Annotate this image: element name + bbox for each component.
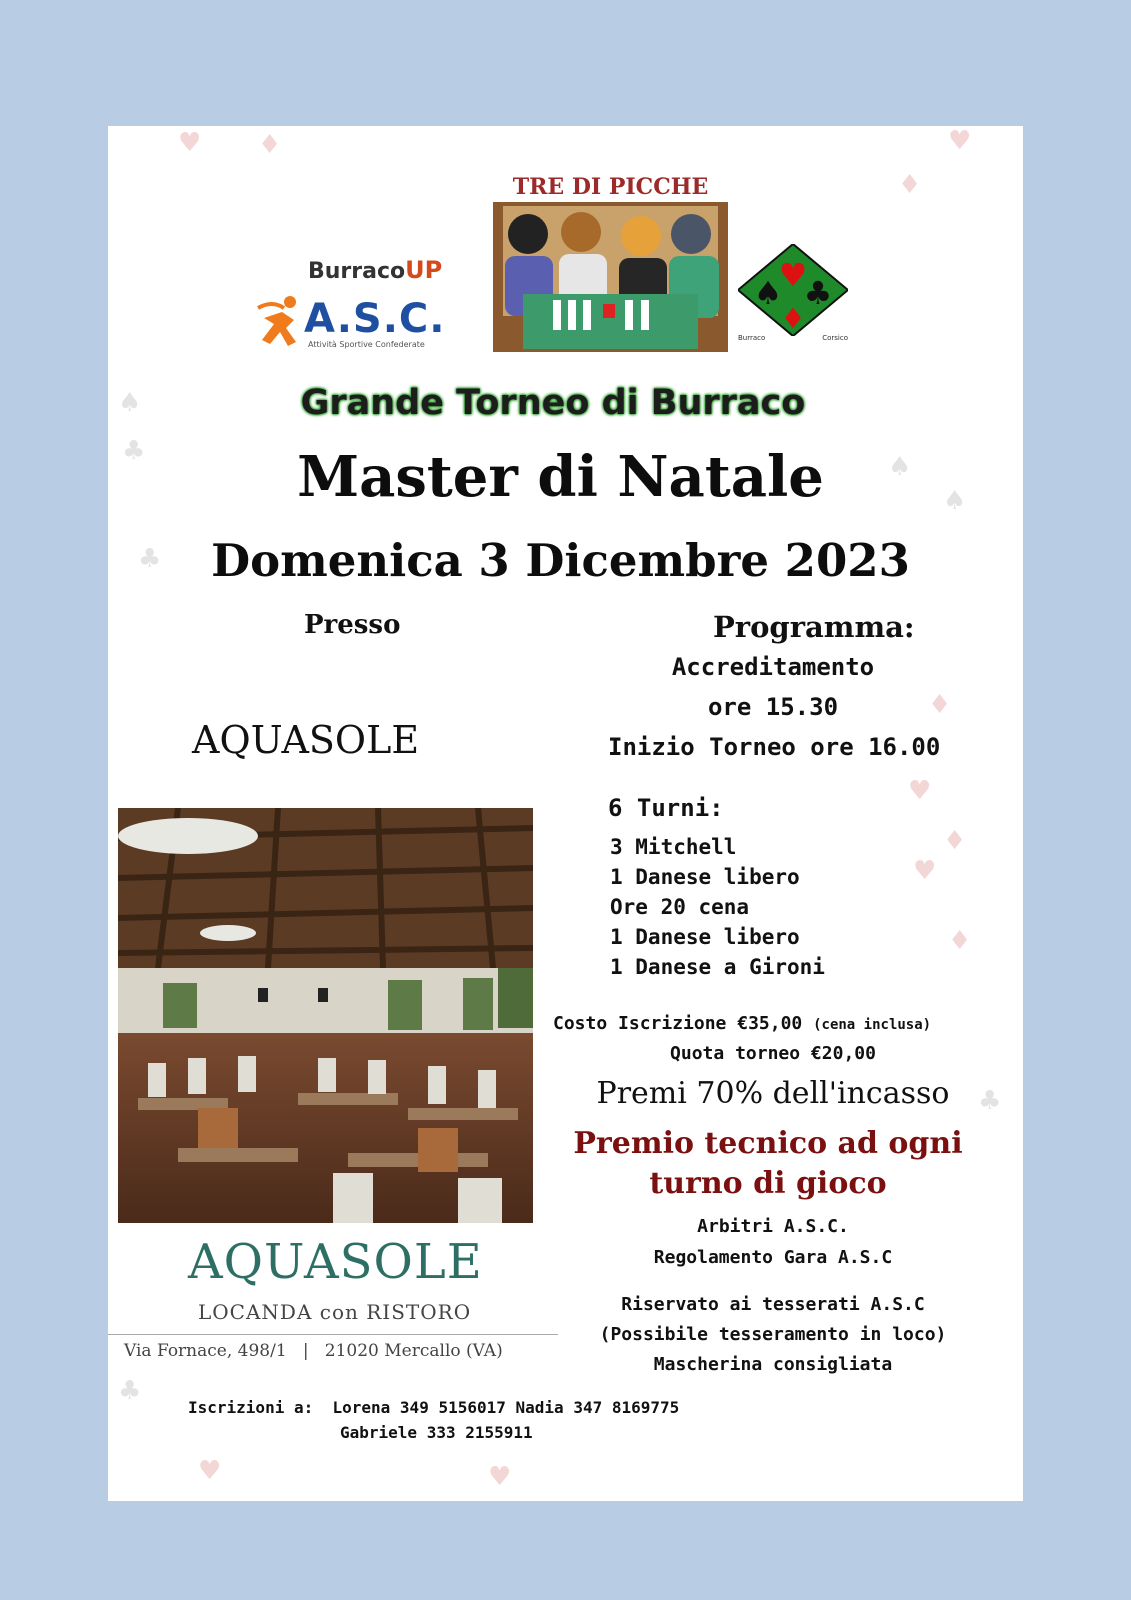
program-rounds-list — [610, 832, 825, 982]
svg-text:♠: ♠ — [753, 274, 783, 312]
contacts-line-2: Gabriele 333 2155911 — [340, 1423, 533, 1442]
svg-text:♣: ♣ — [803, 274, 833, 312]
list-item: 1 Danese a Gironi — [610, 955, 825, 979]
event-heading: Grande Torneo di Burraco — [300, 383, 806, 423]
heart-bg-icon: ♥ — [488, 1462, 512, 1492]
program-accreditamento-time: ore 15.30 — [707, 693, 839, 721]
asc-logo-subtitle: Attività Sportive Confederate — [308, 340, 425, 349]
program-start-time: Inizio Torneo ore 16.00 — [608, 733, 941, 761]
program-label: Programma: — [713, 610, 915, 644]
divider — [108, 1334, 558, 1335]
contacts-line-1: Iscrizioni a: Lorena 349 5156017 Nadia 347 8169775 — [188, 1398, 680, 1417]
club-bg-icon: ♣ — [118, 1376, 142, 1406]
heart-bg-icon: ♥ — [908, 776, 932, 806]
burracoup-logo-text: Burraco — [308, 259, 406, 284]
list-item: 1 Danese libero — [610, 925, 800, 949]
rules: Regolamento Gara A.S.C — [653, 1247, 893, 1268]
list-item: Ore 20 cena — [610, 895, 750, 919]
spade-bg-icon: ♠ — [888, 452, 912, 482]
registration-cost — [553, 1013, 931, 1034]
technical-prize — [528, 1124, 1008, 1204]
program-rounds-label: 6 Turni: — [608, 794, 724, 822]
program-accreditamento: Accreditamento — [671, 653, 875, 681]
runner-icon — [254, 294, 304, 354]
venue-brand-logo: AQUASOLE — [188, 1234, 483, 1290]
list-item: 1 Danese libero — [610, 865, 800, 889]
heart-bg-icon: ♥ — [913, 856, 937, 886]
asc-logo — [254, 294, 484, 354]
venue-hall-image — [118, 808, 533, 1223]
club-bg-icon: ♣ — [138, 544, 162, 574]
technical-prize-line-1: Premio tecnico ad ogni — [573, 1126, 963, 1161]
heart-bg-icon: ♥ — [948, 126, 972, 156]
referees-block — [548, 1211, 998, 1273]
mask-note: Mascherina consigliata — [653, 1354, 893, 1375]
asc-logo-text: A.S.C. — [304, 296, 446, 342]
referees: Arbitri A.S.C. — [697, 1216, 849, 1237]
technical-prize-line-2: turno di gioco — [649, 1166, 887, 1201]
spade-bg-icon: ♠ — [118, 388, 142, 418]
heart-bg-icon: ♥ — [198, 1456, 222, 1486]
list-item: 3 Mitchell — [610, 835, 737, 859]
venue-label: Presso — [304, 610, 401, 640]
burraco-corsico-logo — [738, 244, 848, 348]
tre-di-picche-title: TRE DI PICCHE — [512, 174, 709, 200]
svg-text:♥: ♥ — [778, 256, 808, 294]
event-title: Master di Natale — [297, 444, 824, 510]
diamond-bg-icon: ♦ — [928, 690, 952, 720]
heart-bg-icon: ♦ — [258, 130, 282, 160]
eligibility-block — [548, 1290, 998, 1380]
eligibility: Riservato ai tesserati A.S.C — [621, 1294, 925, 1315]
burracoup-logo — [308, 256, 442, 284]
club-logo-caption-right: Corsico — [822, 334, 848, 342]
tournament-fee: Quota torneo €20,00 — [670, 1043, 876, 1064]
poster — [108, 126, 1023, 1501]
venue-name: AQUASOLE — [192, 718, 420, 762]
heart-bg-icon: ♥ — [178, 128, 202, 158]
venue-hall-photo — [118, 808, 533, 1223]
burracoup-logo-accent: UP — [405, 256, 443, 284]
membership-note: (Possibile tesseramento in loco) — [599, 1324, 947, 1345]
registration-cost-amount: Costo Iscrizione €35,00 — [553, 1013, 803, 1034]
svg-text:♦: ♦ — [780, 302, 806, 335]
diamond-bg-icon: ♦ — [943, 826, 967, 856]
diamond-bg-icon: ♦ — [898, 170, 922, 200]
club-bg-icon: ♣ — [122, 436, 146, 466]
spade-bg-icon: ♠ — [943, 486, 967, 516]
diamond-bg-icon: ♦ — [948, 926, 972, 956]
tre-di-picche-logo — [493, 174, 728, 352]
venue-brand-subtitle: LOCANDA con RISTORO — [198, 1300, 472, 1324]
prize-pool: Premi 70% dell'incasso — [596, 1076, 950, 1111]
club-logo-caption-left: Burraco — [738, 334, 766, 342]
event-date: Domenica 3 Dicembre 2023 — [211, 534, 910, 587]
card-players-illustration-icon — [493, 174, 728, 352]
venue-address: Via Fornace, 498/1 | 21020 Mercallo (VA) — [124, 1341, 503, 1361]
club-bg-icon: ♣ — [978, 1086, 1002, 1116]
card-suits-diamond-icon — [738, 244, 848, 336]
registration-cost-note: (cena inclusa) — [813, 1017, 932, 1033]
